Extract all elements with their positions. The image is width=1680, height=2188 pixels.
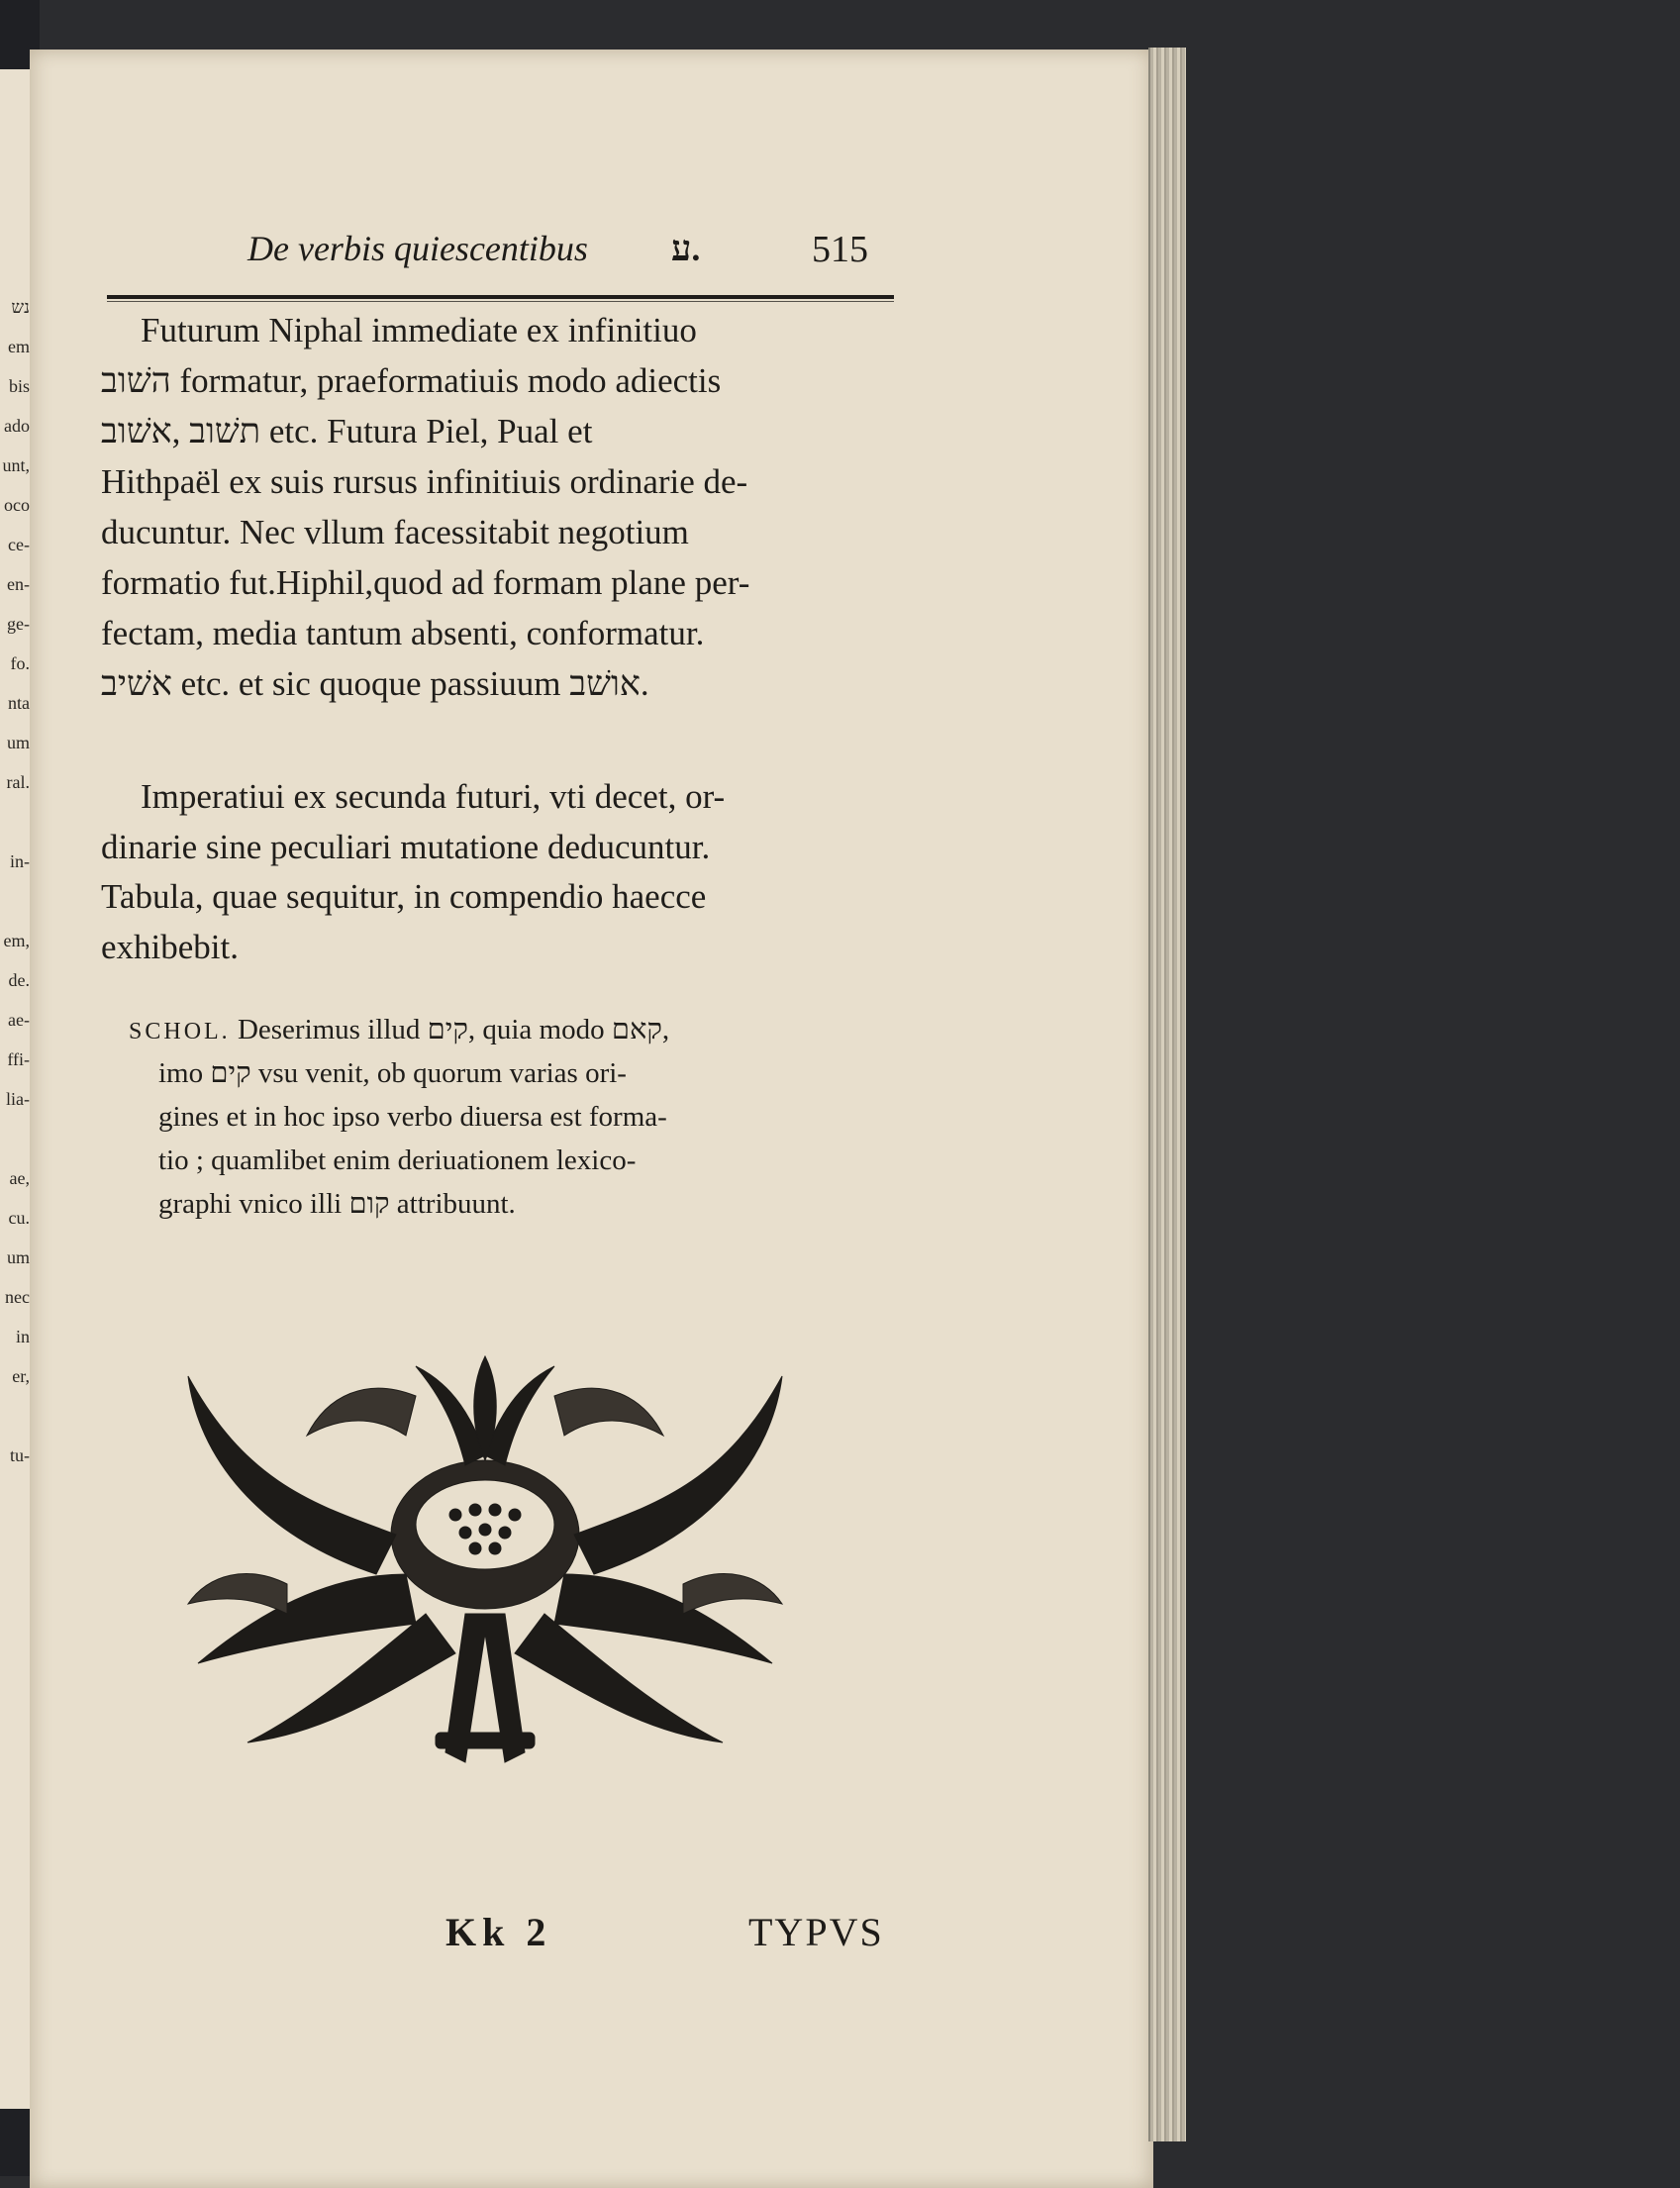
header-rule: [107, 295, 894, 299]
scholium-label: SCHOL.: [129, 1019, 231, 1044]
text-line: exhibebit.: [101, 927, 239, 966]
floral-woodcut-ornament-icon: [168, 1337, 802, 1792]
header-letter: ע.: [671, 229, 701, 268]
page-number: 515: [812, 229, 868, 270]
catchword: TYPVS: [748, 1910, 884, 1954]
page-header: [247, 228, 901, 279]
book-page: [30, 50, 1153, 2188]
text-line: gines et in hoc ipso verbo diuersa est forma-: [158, 1101, 667, 1133]
paragraph-futurum: [101, 305, 893, 709]
text-line: Tabula, quae sequitur, in compendio haecce: [101, 877, 707, 916]
text-line: Hithpaël ex suis rursus infinitiuis ordinarie de-: [101, 462, 748, 501]
text-line: אשׁיב etc. et sic quoque passiuum אושׁב.: [101, 664, 649, 703]
text-line: Deserimus illud קים, quia modo קאם,: [237, 1014, 670, 1045]
text-line: graphi vnico illi קום attribuunt.: [158, 1188, 516, 1220]
page-edges: [1148, 48, 1186, 2141]
text-line: tio ; quamlibet enim deriuationem lexico-: [158, 1144, 637, 1176]
text-line: ducuntur. Nec vllum facessitabit negotium: [101, 513, 689, 551]
scholium: [129, 1008, 901, 1226]
text-line: Imperatiui ex secunda futuri, vti decet, or-: [141, 777, 726, 816]
signature-mark: Kk 2: [445, 1910, 552, 1954]
text-line: dinarie sine peculiari mutatione deducuntur.: [101, 827, 711, 866]
text-line: תשׁוב ,אשׁוב etc. Futura Piel, Pual et: [101, 412, 593, 450]
text-line: Futurum Niphal immediate ex infinitiuo: [141, 311, 697, 349]
running-title: De verbis quiescentibus: [247, 229, 588, 268]
text-line: fectam, media tantum absenti, conformatur.: [101, 614, 705, 652]
paragraph-imperatiui: [101, 772, 893, 972]
header-rule-thin: [107, 301, 894, 302]
text-line: formatio fut.Hiphil,quod ad formam plane per-: [101, 563, 750, 602]
left-page-fragments: נש em bis ado unt, oco ce- en- ge- fo. nta um ral. in- em, de. ae- ffi- lia- ae, cu. um nec in er, tu-: [2, 297, 30, 1465]
text-line: imo קים vsu venit, ob quorum varias ori-: [158, 1057, 627, 1089]
text-line: השׁוב formatur, praeformatiuis modo adiectis: [101, 361, 722, 400]
